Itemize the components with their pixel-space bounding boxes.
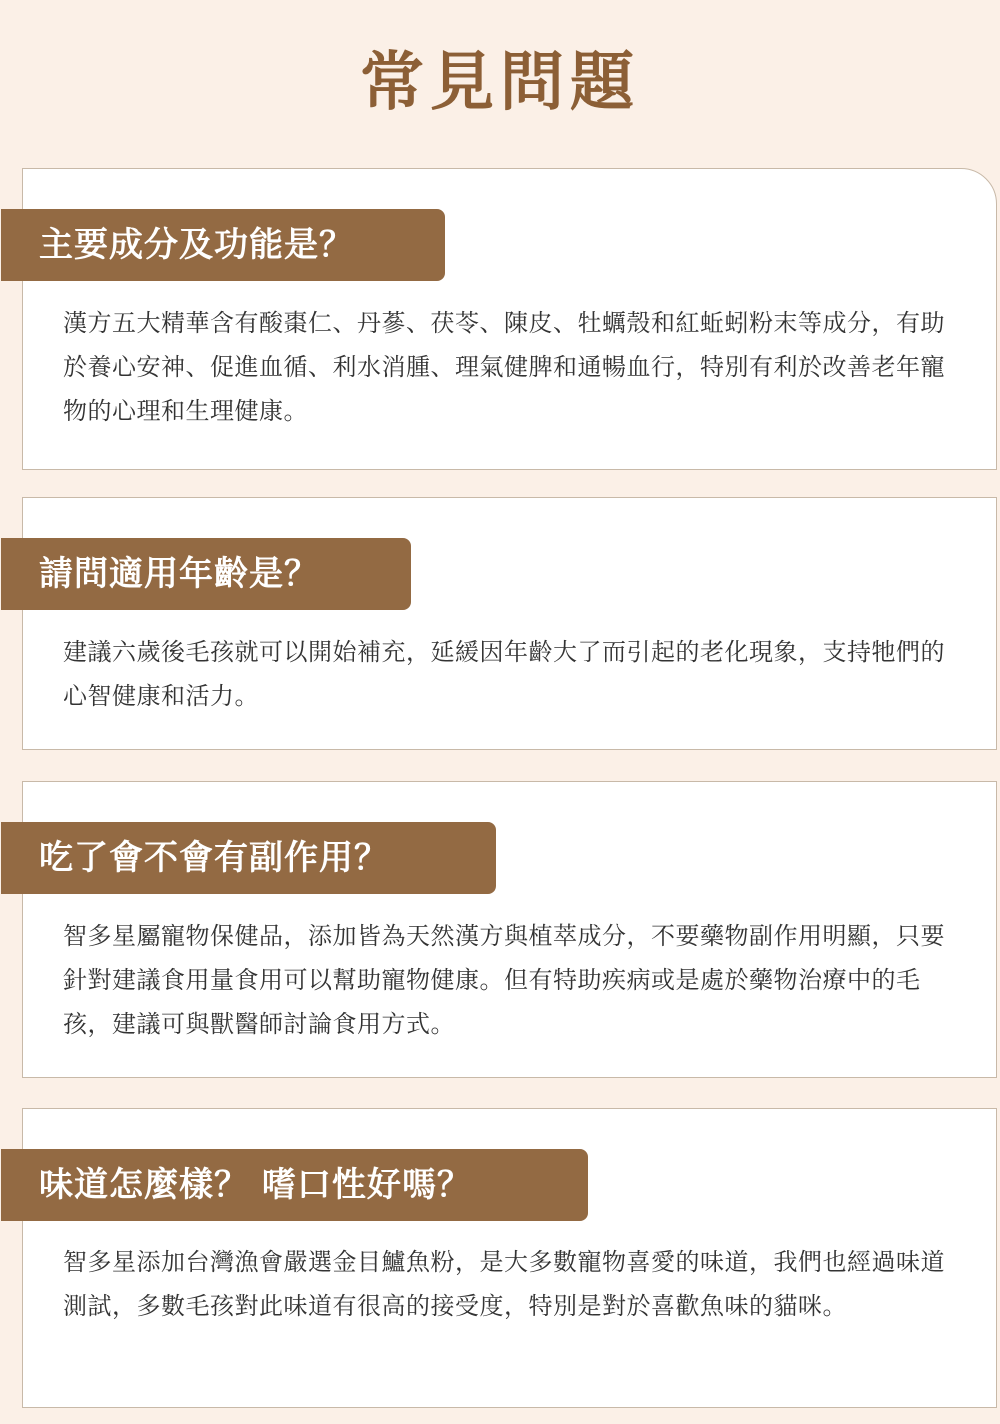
faq-answer: 智多星添加台灣漁會嚴選金目鱸魚粉，是大多數寵物喜愛的味道，我們也經過味道測試，多數毛孩對此味道有很高的接受度，特別是對於喜歡魚味的貓咪。 <box>63 1248 945 1320</box>
faq-question: 主要成分及功能是？ <box>1 209 445 281</box>
faq-question: 請問適用年齡是？ <box>1 538 411 610</box>
faq-item-age <box>22 497 997 750</box>
faq-answer: 智多星屬寵物保健品，添加皆為天然漢方與植萃成分，不要藥物副作用明顯，只要針對建議食用量食用可以幫助寵物健康。但有特助疾病或是處於藥物治療中的毛孩，建議可與獸醫師討論食用方式。 <box>63 922 945 1038</box>
faq-question: 味道怎麼樣？ 嗜口性好嗎？ <box>1 1149 588 1221</box>
faq-question: 吃了會不會有副作用？ <box>1 822 496 894</box>
faq-item-taste <box>22 1108 997 1408</box>
page-title: 常見問題 <box>360 46 640 120</box>
faq-answer: 建議六歲後毛孩就可以開始補充，延緩因年齡大了而引起的老化現象，支持牠們的心智健康和活力。 <box>63 638 945 710</box>
faq-item-ingredients <box>22 168 997 470</box>
faq-answer: 漢方五大精華含有酸棗仁、丹蔘、茯苓、陳皮、牡蠣殼和紅蚯蚓粉末等成分，有助於養心安神、促進血循、利水消腫、理氣健脾和通暢血行，特別有利於改善老年寵物的心理和生理健康。 <box>63 309 945 425</box>
faq-item-side-effects <box>22 781 997 1078</box>
